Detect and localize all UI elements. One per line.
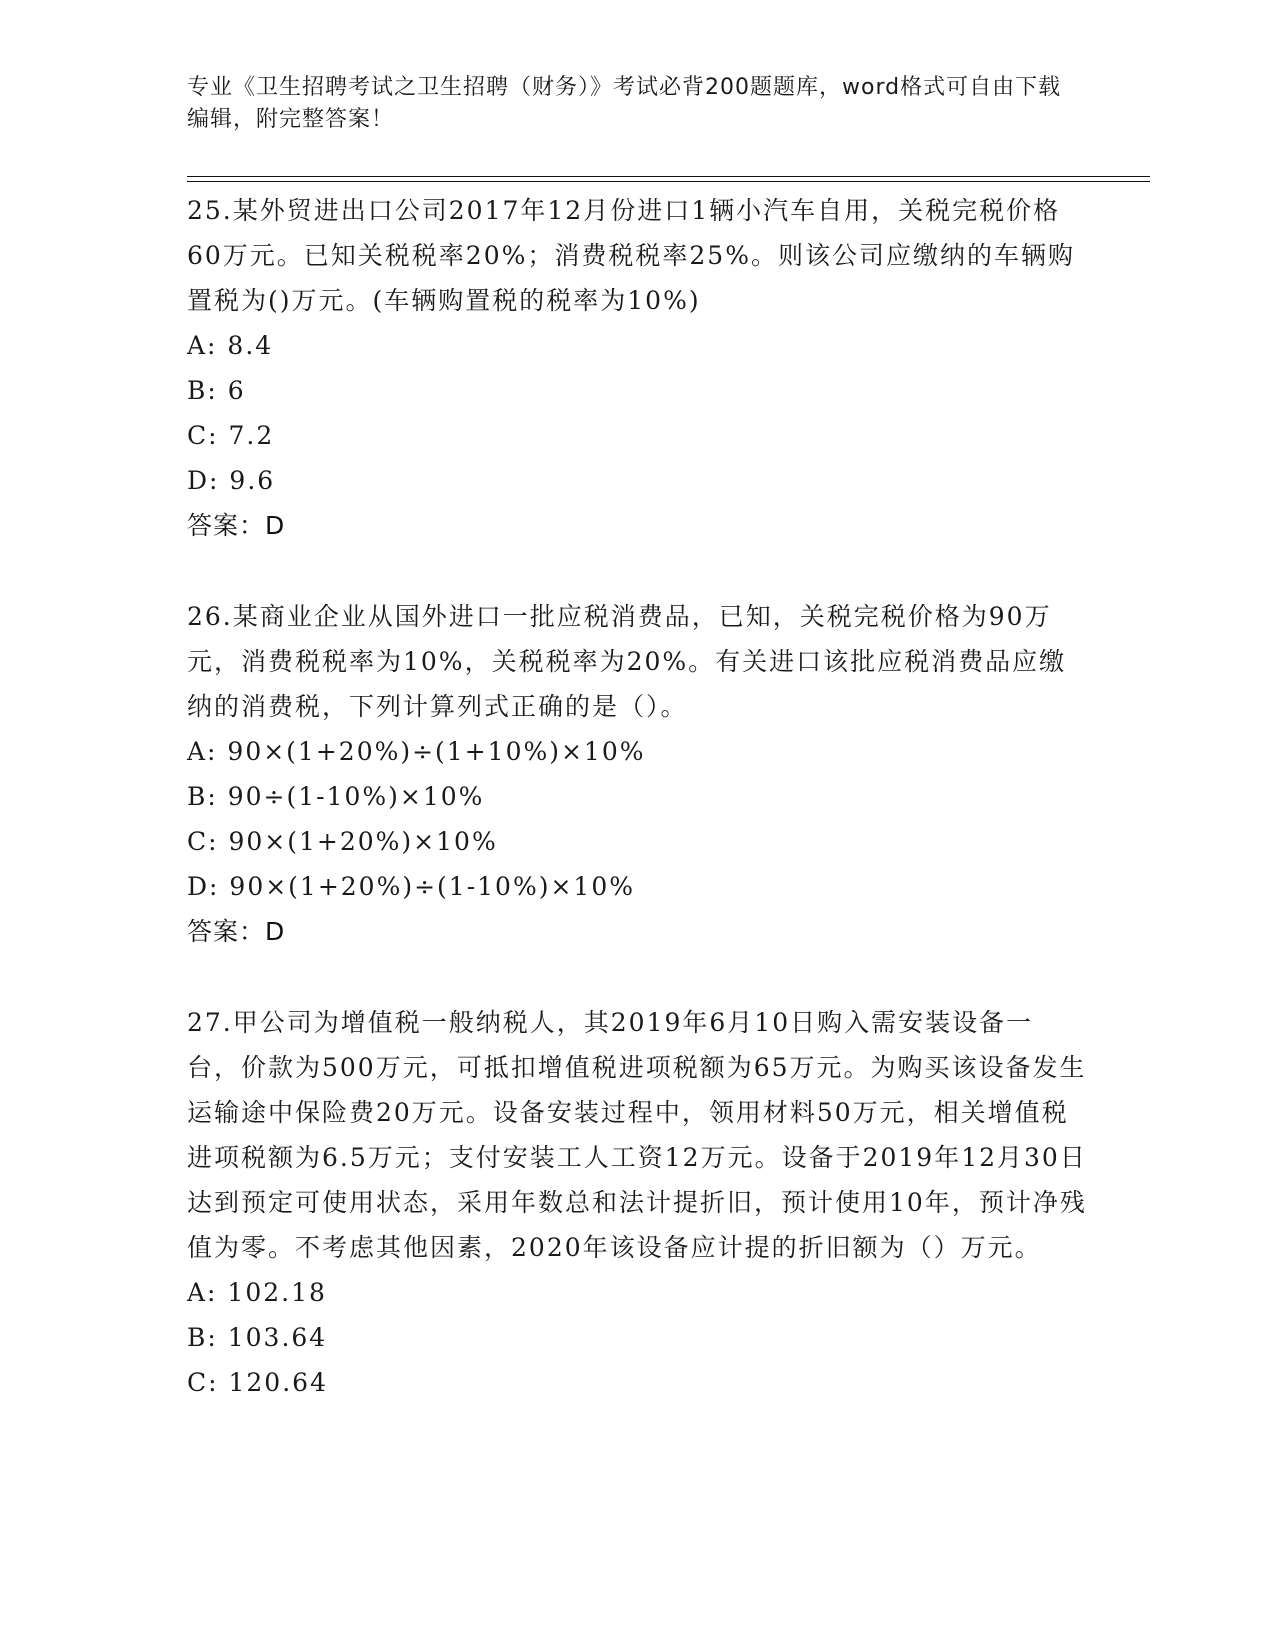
- option-c: C: 120.64: [187, 1368, 328, 1397]
- header-rule-bottom: [187, 181, 1150, 182]
- question-text: 25.某外贸进出口公司2017年12月份进口1辆小汽车自用，关税完税价格60万元。已知关税税率20%；消费税税率25%。则该公司应缴纳的车辆购置税为()万元。(车辆购置税的税率为10%): [187, 196, 1075, 315]
- document-header: 专业《卫生招聘考试之卫生招聘（财务）》考试必背200题题库，word格式可自由下载编辑，附完整答案！: [187, 75, 1062, 132]
- option-b: B: 103.64: [187, 1323, 328, 1352]
- answer: 答案：D: [187, 511, 286, 540]
- option-a: A: 102.18: [187, 1278, 327, 1307]
- answer: 答案：D: [187, 917, 286, 946]
- question-26: [187, 594, 1087, 954]
- option-c: C: 90×(1+20%)×10%: [187, 827, 498, 856]
- question-text: 26.某商业企业从国外进口一批应税消费品，已知，关税完税价格为90万元，消费税税率为10%，关税税率为20%。有关进口该批应税消费品应缴纳的消费税，下列计算列式正确的是（）。: [187, 602, 1067, 721]
- question-27: [187, 1000, 1087, 1405]
- question-25: [187, 188, 1087, 548]
- option-a: A: 90×(1+20%)÷(1+10%)×10%: [187, 737, 646, 766]
- question-gap: [187, 954, 1087, 1000]
- option-b: B: 6: [187, 376, 246, 405]
- option-b: B: 90÷(1-10%)×10%: [187, 782, 485, 811]
- header-rule-top: [187, 176, 1150, 177]
- option-d: D: 90×(1+20%)÷(1-10%)×10%: [187, 872, 635, 901]
- question-gap: [187, 548, 1087, 594]
- option-d: D: 9.6: [187, 466, 276, 495]
- question-list: [187, 188, 1087, 1405]
- option-a: A: 8.4: [187, 331, 274, 360]
- question-text: 27.甲公司为增值税一般纳税人，其2019年6月10日购入需安装设备一台，价款为500万元，可抵扣增值税进项税额为65万元。为购买该设备发生运输途中保险费20万元。设备安装过程中，领用材料50万元，相关增值税进项税额为6.5万元；支付安装工人工资12万元。设备于2019年12月30日达到预定可使用状态，采用年数总和法计提折旧，预计使用10年，预计净残值为零。不考虑其他因素，2020年该设备应计提的折旧额为（）万元。: [187, 1008, 1087, 1262]
- option-c: C: 7.2: [187, 421, 275, 450]
